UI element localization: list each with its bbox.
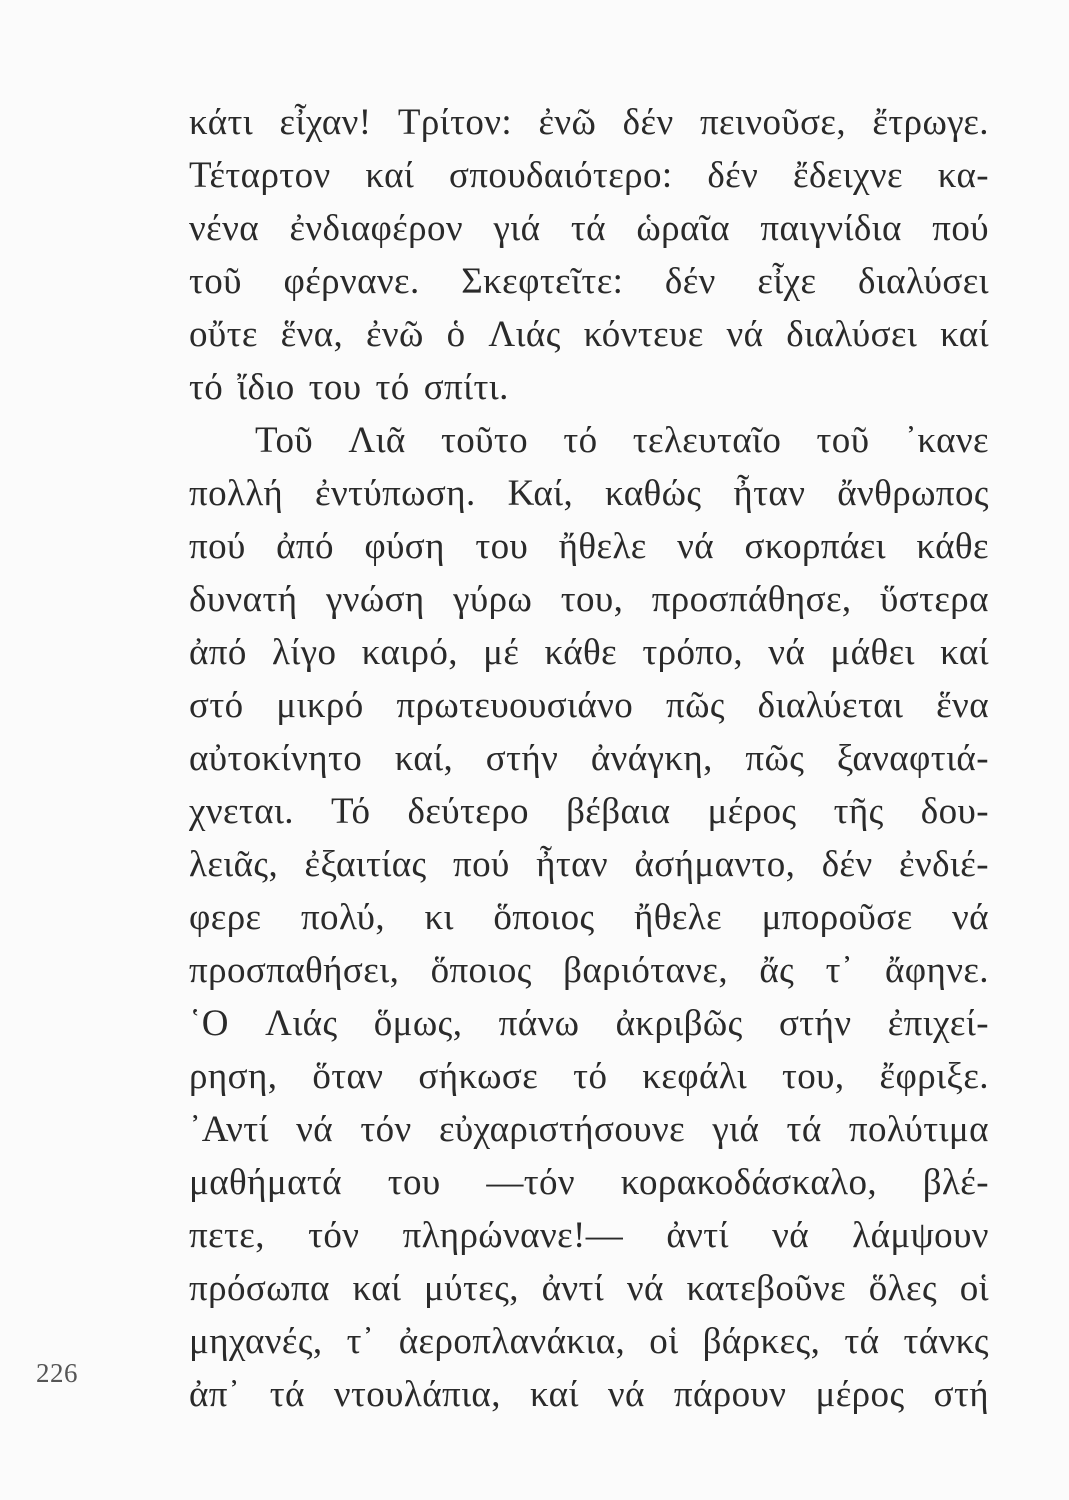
word: βλέ- [922, 1162, 989, 1203]
word: εἶχαν! [279, 102, 372, 143]
text-line [189, 626, 989, 679]
word: πρωτευουσιάνο [396, 685, 634, 726]
word: νά [677, 526, 715, 567]
word: βαριότανε, [563, 950, 729, 991]
word: κάθε [544, 632, 618, 673]
word: ἕνα, [280, 314, 344, 355]
word: δέν [622, 102, 674, 143]
word: γιά [493, 208, 541, 249]
text-line [189, 202, 989, 255]
word: φέρνανε. [283, 261, 420, 302]
text-line [189, 944, 989, 997]
word: καί [940, 632, 989, 673]
word: διαλύσει [786, 314, 918, 355]
word: τά [786, 1109, 822, 1150]
word: τ᾿ [825, 950, 854, 991]
word: σπουδαιότερο: [449, 155, 673, 196]
word: του [475, 526, 529, 567]
word: πεινοῦσε, [699, 102, 847, 143]
word: δου- [920, 791, 989, 832]
word: μάθει [830, 632, 915, 673]
word: γιά [712, 1109, 760, 1150]
word: ᾿Αντί [189, 1109, 269, 1150]
word: διαλύσει [857, 261, 989, 302]
text-line [189, 679, 989, 732]
text-line [189, 785, 989, 838]
word: λειᾶς, [189, 844, 279, 885]
word: Καί, [507, 473, 574, 514]
word: ἐπιχεί- [887, 1003, 989, 1044]
word: παιγνίδια [760, 208, 902, 249]
word: μικρό [276, 685, 364, 726]
word: κόντευε [583, 314, 704, 355]
word: ἀπό [189, 632, 247, 673]
word: ἐνῶ [538, 102, 597, 143]
word: ἤθελε [634, 897, 723, 938]
word: βέβαια [566, 791, 671, 832]
text-line [189, 838, 989, 891]
word: καιρό, [361, 632, 458, 673]
word: πῶς [745, 738, 805, 779]
word: τάνκς [903, 1321, 989, 1362]
text-line [189, 732, 989, 785]
word: νά [626, 1268, 664, 1309]
word: ἀεροπλανάκια, [398, 1321, 626, 1362]
text-line [189, 149, 989, 202]
word: τά [570, 208, 606, 249]
body-text [189, 96, 989, 1421]
word: ἀπό [276, 526, 334, 567]
word: πάνω [498, 1003, 580, 1044]
word: δυνατή [189, 579, 298, 620]
word: του, [782, 1056, 845, 1097]
word: ὕστερα [880, 579, 989, 620]
word: τό [189, 367, 224, 408]
word: πληρώνανε!— [402, 1215, 624, 1256]
word: Λιάς [265, 1003, 338, 1044]
word: τελευταῖο [632, 420, 782, 461]
word: καί [940, 314, 989, 355]
word: τά [269, 1374, 305, 1415]
word: τό [563, 420, 598, 461]
word: πολύ, [300, 897, 385, 938]
word: ὡραῖα [636, 208, 730, 249]
text-line [189, 1262, 989, 1315]
word: ἀσήμαντο, [634, 844, 796, 885]
word: γύρω [453, 579, 533, 620]
text-line [189, 414, 989, 467]
word: εἶχε [757, 261, 817, 302]
text-line [189, 361, 989, 414]
word: σκορπάει [744, 526, 886, 567]
word: μηχανές, [189, 1321, 323, 1362]
word: ἦταν [733, 473, 806, 514]
word: τόν [360, 1109, 412, 1150]
word: τῆς [833, 791, 884, 832]
word: νά [772, 1215, 810, 1256]
word: ἀντί [541, 1268, 605, 1309]
word: του [387, 1162, 441, 1203]
word: νά [296, 1109, 334, 1150]
text-line [189, 1209, 989, 1262]
text-line [189, 308, 989, 361]
word: του, [560, 579, 624, 620]
word: ἀπ᾿ [189, 1374, 241, 1415]
word: νά [607, 1374, 645, 1415]
word: τρόπο, [642, 632, 744, 673]
word: πρόσωπα [189, 1268, 330, 1309]
word: ᾿κανε [904, 420, 989, 461]
text-line [189, 1315, 989, 1368]
word: τό [375, 367, 410, 408]
word: νά [952, 897, 989, 938]
word: τοῦ [189, 261, 242, 302]
word: —τόν [486, 1162, 576, 1203]
word: τά [844, 1321, 880, 1362]
word: λάμψουν [852, 1215, 989, 1256]
word: οὔτε [189, 314, 258, 355]
word: χνεται. [189, 791, 294, 832]
word: ὁ [446, 314, 466, 355]
word: τό [573, 1056, 608, 1097]
word: ἐντύπωση. [315, 473, 476, 514]
word: δέν [664, 261, 716, 302]
word: ἐνῶ [365, 314, 424, 355]
word: δεύτερο [407, 791, 529, 832]
word: ἤθελε [558, 526, 647, 567]
word: πολύτιμα [848, 1109, 989, 1150]
word: δέν [707, 155, 759, 196]
word: διαλύεται [757, 685, 904, 726]
word: ὅποιος [493, 897, 595, 938]
word: ὅταν [312, 1056, 384, 1097]
text-line [189, 1368, 989, 1421]
word: ντουλάπια, [333, 1374, 501, 1415]
word: προσπαθήσει, [189, 950, 400, 991]
text-line [189, 997, 989, 1050]
word: Τρίτον: [397, 102, 513, 143]
word: φύση [364, 526, 445, 567]
word: ὅλες [868, 1268, 937, 1309]
word: λίγο [272, 632, 337, 673]
word: κορακοδάσκαλο, [620, 1162, 878, 1203]
word: Τοῦ [255, 420, 314, 461]
word: ὅποιος [430, 950, 532, 991]
text-line [189, 573, 989, 626]
word: μύτες, [424, 1268, 519, 1309]
word: κα- [937, 155, 989, 196]
word: ὅμως, [373, 1003, 463, 1044]
word: ἔδειχνε [793, 155, 903, 196]
word: πού [189, 526, 246, 567]
word: μαθήματά [189, 1162, 342, 1203]
word: νά [768, 632, 806, 673]
text-line [189, 891, 989, 944]
word: ἔτρωγε. [872, 102, 989, 143]
word: μποροῦσε [761, 897, 913, 938]
word: πού [932, 208, 989, 249]
word: πῶς [665, 685, 725, 726]
word: γνώση [325, 579, 425, 620]
word: καί [352, 1268, 402, 1309]
text-line [189, 520, 989, 573]
word: Λιᾶ [348, 420, 406, 461]
word: εὐχαριστήσουνε [438, 1109, 686, 1150]
word: κι [424, 897, 454, 938]
word: ἔφριξε. [879, 1056, 989, 1097]
word: κάθε [916, 526, 989, 567]
word: ἴδιο [237, 367, 295, 408]
text-line [189, 467, 989, 520]
word: προσπάθησε, [651, 579, 852, 620]
word: ἄνθρωπος [837, 473, 989, 514]
word: νένα [189, 208, 259, 249]
word: τ᾿ [346, 1321, 375, 1362]
word: ρηση, [189, 1056, 278, 1097]
word: δέν [821, 844, 873, 885]
word: κατεβοῦνε [686, 1268, 847, 1309]
word: κεφάλι [642, 1056, 748, 1097]
word: ἄς [759, 950, 795, 991]
word: ἄφηνε. [884, 950, 989, 991]
word: Τό [331, 791, 371, 832]
word: ἐξαιτίας [304, 844, 427, 885]
word: βάρκες, [702, 1321, 821, 1362]
word: ἀνάγκη, [590, 738, 713, 779]
word: Σκεφτεῖτε: [461, 261, 624, 302]
text-line [189, 255, 989, 308]
word: στήν [485, 738, 559, 779]
word: ἕνα [936, 685, 989, 726]
word: τοῦ [816, 420, 870, 461]
word: πάρουν [673, 1374, 787, 1415]
text-line [189, 1156, 989, 1209]
word: καί [529, 1374, 579, 1415]
word: αὐτοκίνητο [189, 738, 363, 779]
word: κάτι [189, 102, 254, 143]
word: οἱ [959, 1268, 989, 1309]
word: ἐνδιαφέρον [289, 208, 464, 249]
word: ἐνδιέ- [899, 844, 989, 885]
word: τοῦτο [440, 420, 529, 461]
word: στή [933, 1374, 989, 1415]
word: καί, [394, 738, 454, 779]
text-line [189, 96, 989, 149]
word: νά [726, 314, 764, 355]
word: στήν [778, 1003, 852, 1044]
page-number: 226 [36, 1358, 78, 1388]
word: σήκωσε [418, 1056, 539, 1097]
word: ἀκριβῶς [615, 1003, 743, 1044]
word: τόν [308, 1215, 360, 1256]
word: οἱ [649, 1321, 679, 1362]
word: μέρος [707, 791, 797, 832]
word: Τέταρτον [189, 155, 331, 196]
word: πετε, [189, 1215, 265, 1256]
word: σπίτι. [423, 367, 509, 408]
text-line [189, 1103, 989, 1156]
word: καί [365, 155, 415, 196]
word: πολλή [189, 473, 284, 514]
word: στό [189, 685, 244, 726]
word: πού [453, 844, 510, 885]
word: ῾Ο [189, 1003, 229, 1044]
word: ξαναφτιά- [836, 738, 989, 779]
text-line [189, 1050, 989, 1103]
word: ἦταν [536, 844, 609, 885]
word: μέρος [815, 1374, 905, 1415]
word: μέ [483, 632, 520, 673]
word: ἀντί [666, 1215, 729, 1256]
word: καθώς [605, 473, 702, 514]
word: φερε [189, 897, 262, 938]
word: του [308, 367, 362, 408]
word: Λιάς [488, 314, 561, 355]
